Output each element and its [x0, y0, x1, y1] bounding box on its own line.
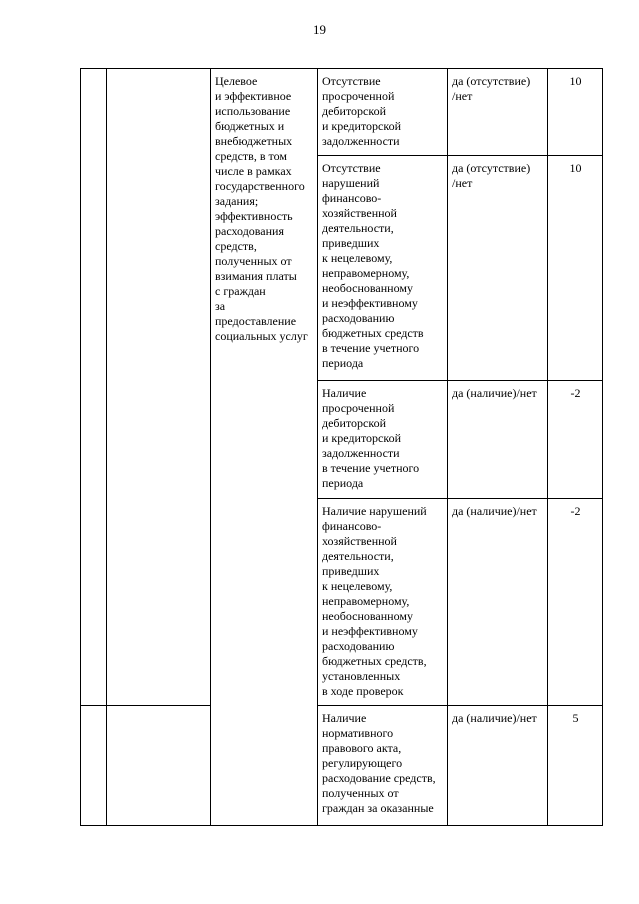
criterion-cell: Целевое и эффективное использование бюджетных и внебюджетных средств, в том числе в рамках государственного задания; эффективность расходования средств, полученных от взимания платы с граждан за предоставление социальных услуг [211, 69, 318, 826]
condition-cell: да (наличие)/нет [448, 706, 548, 826]
condition-cell: да (отсутствие) /нет [448, 156, 548, 381]
indicator-cell: Наличие просроченной дебиторской и кредиторской задолженности в течение учетного периода [318, 381, 448, 499]
points-cell: 10 [548, 156, 603, 381]
page-number: 19 [313, 22, 326, 37]
table-row [81, 706, 603, 826]
points-cell: 10 [548, 69, 603, 156]
parameter-cell [107, 69, 211, 706]
indicator-cell: Отсутствие нарушений финансово- хозяйственной деятельности, приведших к нецелевому, неправомерному, необоснованному и неэффективному расходованию бюджетных средств в течение учетного периода [318, 156, 448, 381]
criteria-table [80, 68, 603, 826]
number-cell [81, 69, 107, 706]
condition-cell: да (наличие)/нет [448, 381, 548, 499]
table-row [81, 69, 603, 156]
indicator-cell: Наличие нормативного правового акта, регулирующего расходование средств, полученных от граждан за оказанные [318, 706, 448, 826]
indicator-cell: Наличие нарушений финансово- хозяйственной деятельности, приведших к нецелевому, неправомерному, необоснованному и неэффективному расходованию бюджетных средств, установленных в ходе проверок [318, 499, 448, 706]
points-cell: -2 [548, 499, 603, 706]
condition-cell: да (наличие)/нет [448, 499, 548, 706]
points-cell: -2 [548, 381, 603, 499]
parameter-cell [107, 706, 211, 826]
condition-cell: да (отсутствие) /нет [448, 69, 548, 156]
indicator-cell: Отсутствие просроченной дебиторской и кредиторской задолженности [318, 69, 448, 156]
number-cell [81, 706, 107, 826]
points-cell: 5 [548, 706, 603, 826]
